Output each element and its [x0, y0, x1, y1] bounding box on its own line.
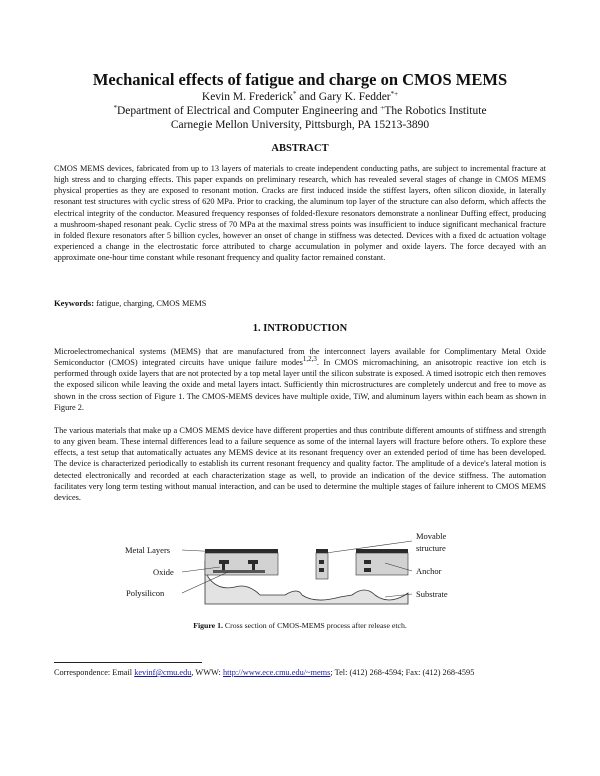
affiliation-address: Carnegie Mellon University, Pittsburgh, PA 15213-3890 — [170, 119, 430, 131]
via — [222, 564, 225, 570]
paragraph-text: . In CMOS micromachining, an anisotropic reactive ion etch is performed through oxide layers that are not protected by a top metal layer until the silicon substrate is exposed. A timed isotropic etch then removes the exposed silicon while leaving the oxide and metal layers intact. Sufficiently thin microstructures are completely undercut and free to move as shown in the cross section of Figure 1. The CMOS-MEMS devices have multiple oxide, TiW, and aluminum layers within each beam as shown in Figure 2. — [54, 358, 546, 412]
movable-beam — [316, 553, 328, 579]
metal-layer — [219, 560, 229, 564]
anchor-block — [356, 553, 408, 575]
footnote-suffix: ; Tel: (412) 268-4594; Fax: (412) 268-4595 — [330, 668, 475, 677]
introduction-paragraph-2: The various materials that make up a CMOS MEMS device have different properties and thus contribute different amounts of stiffness and strength to any given beam. These internal differences lead to a failure sequence as some of the internal layers will fracture before others. To explore these effects, a test setup that automatically actuates any MEMS device at its resonant frequency over an extended period of time has been developed. The device is characterized periodically to establish its current resonant frequency and quality factor. The amplitude of a device's lateral motion is detected electronically and recorded at each characterization stage as well, to provide an indication of the device stiffness. The automation facilitates very long term testing without manual interaction, and can be used to determine the multiple stages of failure inherent to CMOS MEMS devices. — [54, 426, 546, 502]
figure-1-caption — [0, 621, 600, 630]
footnote-prefix: Correspondence: Email — [54, 668, 135, 677]
correspondence-footnote — [54, 668, 474, 677]
footnote-divider — [54, 662, 202, 663]
metal-layer — [205, 549, 278, 553]
affiliation-mark: * — [113, 104, 117, 112]
figure-label-movable: Movable — [416, 531, 447, 541]
author-line — [0, 91, 600, 103]
affiliation-line — [0, 105, 600, 117]
via — [252, 564, 255, 570]
introduction-paragraph-1 — [54, 346, 546, 413]
abstract-body: CMOS MEMS devices, fabricated from up to 13 layers of materials to create independent conducting paths, are subject to incremental fracture at high stress and to charging effects. This paper expands on preliminary research, which has revealed several stages of change in CMOS MEMS physical properties as they are exposed to resonant motion. Cracks are first induced inside the stiffest layers, often silicon dioxide, in laterally resonant test structures with cyclic stress of 620 MPa. Prior to cracking, the aluminum top layer of the structure can also deform, which affects the electrical integrity of the conductor. Measured frequency responses of folded-flexure resonators demonstrate a nonlinear Duffing effect, producing a mushroom-shaped resonant peak. Cyclic stress of 70 MPa at the maximal stress points was insufficient to induce significant mechanical fracture in folded flexure resonators after 5 billion cycles, however an onset of change in stiffness was detected. Devices with a fixed dc actuation voltage experienced a change in the electrostatic force attributed to charge accumulation in polymer and oxide layers. The force decayed with an approximate one-hour time constant while resonant frequency and quality factor remained constant. — [54, 164, 546, 263]
footnote-mid: , WWW: — [191, 668, 223, 677]
paper-title: Mechanical effects of fatigue and charge on CMOS MEMS — [92, 70, 508, 89]
polysilicon-strip — [213, 570, 265, 573]
caption-text: Cross section of CMOS-MEMS process after release etch. — [222, 621, 407, 630]
metal-layer — [248, 560, 258, 564]
metal-layer — [364, 560, 371, 564]
metal-layer — [319, 568, 324, 572]
metal-layer — [316, 549, 328, 553]
figure-label-polysilicon: Polysilicon — [126, 588, 165, 598]
paragraph-text: Microelectromechanical systems (MEMS) that are manufactured from the interconnect layers available for Complimentary Metal Oxide Semiconductor (CMOS) integrated circuits have unique failure modes — [54, 347, 546, 368]
figure-label-metal-layers: Metal Layers — [125, 545, 171, 555]
abstract-heading: ABSTRACT — [271, 143, 329, 154]
keywords-label: Keywords: — [54, 298, 95, 308]
figure-label-structure: structure — [416, 543, 446, 553]
introduction-heading: 1. INTRODUCTION — [252, 323, 348, 334]
figure-label-substrate: Substrate — [416, 589, 448, 599]
website-link[interactable]: http://www.ece.cmu.edu/~mems — [222, 668, 331, 677]
metal-layer — [319, 560, 324, 564]
author-conjunction: and — [296, 91, 319, 103]
affiliation-department: Department of Electrical and Computer Engineering and — [116, 105, 381, 117]
keywords-line — [54, 298, 206, 308]
email-link[interactable]: kevinf@cmu.edu — [134, 668, 192, 677]
figure-1-cross-section — [0, 525, 600, 620]
affiliation-institute: The Robotics Institute — [384, 105, 487, 117]
author-name: Gary K. Fedder — [318, 91, 391, 103]
metal-layer — [356, 549, 408, 553]
author-affiliation-mark: *+ — [390, 90, 399, 98]
author-name: Kevin M. Frederick — [201, 91, 293, 103]
caption-label: Figure 1. — [193, 621, 223, 630]
affiliation-mark: + — [380, 104, 385, 112]
figure-label-anchor: Anchor — [416, 566, 442, 576]
author-affiliation-mark: * — [292, 90, 297, 98]
citation-superscript: 1,2,3 — [302, 355, 317, 364]
figure-label-oxide: Oxide — [153, 567, 174, 577]
keywords-text: fatigue, charging, CMOS MEMS — [94, 299, 207, 308]
metal-layer — [364, 568, 371, 572]
